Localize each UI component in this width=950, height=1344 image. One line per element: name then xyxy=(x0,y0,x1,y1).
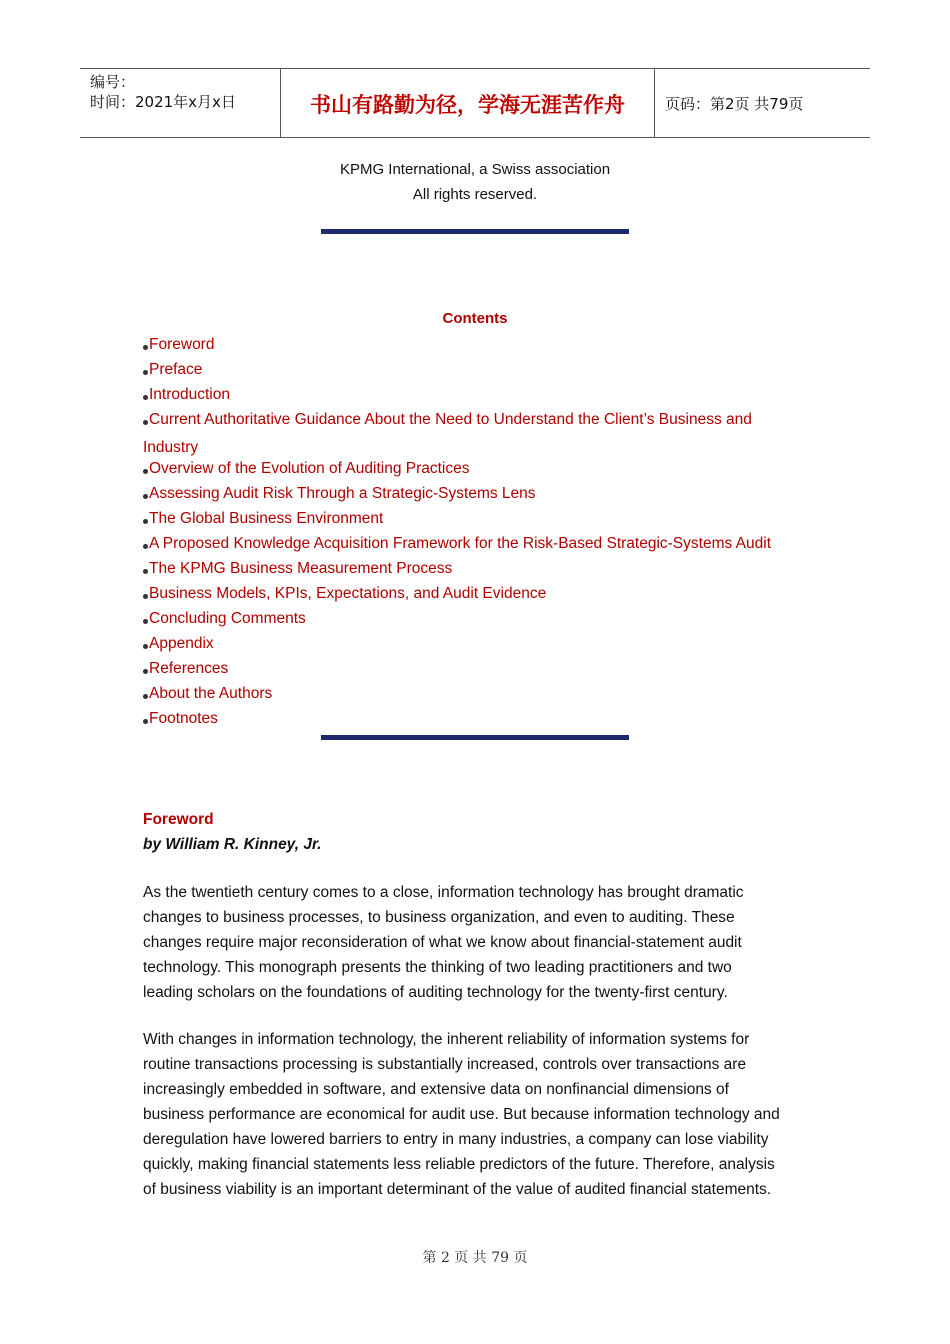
toc-item-label[interactable]: A Proposed Knowledge Acquisition Framework for the Risk-Based Strategic-Systems Audit xyxy=(149,535,772,552)
copyright-line-2: All rights reserved. xyxy=(412,186,538,203)
toc-item-footnotes[interactable] xyxy=(143,705,218,733)
paragraph-line: increasingly embedded in software, and extensive data on nonfinancial dimensions of xyxy=(143,1081,729,1098)
toc-item-appendix[interactable] xyxy=(143,630,214,658)
toc-item-label[interactable]: Foreword xyxy=(149,336,215,353)
paragraph-line: deregulation have lowered barriers to entry in many industries, a company can lose viability xyxy=(143,1131,769,1148)
toc-item-label[interactable]: Appendix xyxy=(149,635,214,652)
bullet-icon xyxy=(143,694,148,699)
foreword-paragraph-2 xyxy=(143,1027,808,1202)
bullet-icon xyxy=(143,669,148,674)
toc-item-introduction[interactable] xyxy=(143,381,230,409)
foreword-author: by William R. Kinney, Jr. xyxy=(143,836,322,853)
bullet-icon xyxy=(143,494,148,499)
paragraph-line: technology. This monograph presents the thinking of two leading practitioners and two xyxy=(143,959,732,976)
paragraph-line: business performance are economical for audit use. But because information technology and xyxy=(143,1106,780,1123)
toc-item-preface[interactable] xyxy=(143,356,202,384)
bullet-icon xyxy=(143,719,148,724)
header-motto-cell xyxy=(281,69,655,137)
bullet-icon xyxy=(143,345,148,350)
toc-item-label[interactable]: References xyxy=(149,660,229,677)
toc-item-label[interactable]: Preface xyxy=(149,361,203,378)
header-motto: 书山有路勤为径，学海无涯苦作舟 xyxy=(310,92,625,117)
toc-item-current-guidance[interactable] xyxy=(143,406,752,434)
bullet-icon xyxy=(143,644,148,649)
bullet-icon xyxy=(143,544,148,549)
toc-item-label[interactable]: Introduction xyxy=(149,386,230,403)
foreword-heading: Foreword xyxy=(143,811,214,828)
document-number-label: 编号： xyxy=(90,73,136,91)
header-meta-cell xyxy=(80,69,281,137)
paragraph-line: of business viability is an important determinant of the value of audited financial statements. xyxy=(143,1181,772,1198)
toc-item-global-environment[interactable] xyxy=(143,505,383,533)
toc-item-label[interactable]: Concluding Comments xyxy=(149,610,306,627)
toc-item-label[interactable]: Industry xyxy=(143,439,199,456)
toc-item-label[interactable]: The KPMG Business Measurement Process xyxy=(149,560,453,577)
paragraph-line: As the twentieth century comes to a close, information technology has brought dramatic xyxy=(143,884,744,901)
header-page-cell xyxy=(655,69,870,137)
toc-item-business-models[interactable] xyxy=(143,580,546,608)
toc-item-audit-risk[interactable] xyxy=(143,480,536,508)
header-page-label: 页码：第2页 共79页 xyxy=(665,95,804,113)
toc-item-foreword[interactable] xyxy=(143,331,214,359)
copyright-line-1: KPMG International, a Swiss association xyxy=(339,161,611,178)
bullet-icon xyxy=(143,370,148,375)
toc-item-label[interactable]: Business Models, KPIs, Expectations, and Audit Evidence xyxy=(149,585,547,602)
toc-item-label[interactable]: Footnotes xyxy=(149,710,218,727)
bullet-icon xyxy=(143,569,148,574)
toc-item-authors[interactable] xyxy=(143,680,272,708)
paragraph-line: leading scholars on the foundations of auditing technology for the twenty-first century. xyxy=(143,984,728,1001)
toc-item-measurement-process[interactable] xyxy=(143,555,452,583)
page-footer: 第 2 页 共 79 页 xyxy=(422,1250,528,1266)
toc-item-label[interactable]: The Global Business Environment xyxy=(149,510,384,527)
toc-item-label[interactable]: Overview of the Evolution of Auditing Practices xyxy=(149,460,470,477)
toc-item-references[interactable] xyxy=(143,655,228,683)
foreword-paragraph-1 xyxy=(143,880,808,1005)
toc-item-label[interactable]: Current Authoritative Guidance About the Need to Understand the Client’s Business and xyxy=(149,411,752,428)
bullet-icon xyxy=(143,519,148,524)
toc-item-label[interactable]: Assessing Audit Risk Through a Strategic-Systems Lens xyxy=(149,485,536,502)
paragraph-line: routine transactions processing is substantially increased, controls over transactions are xyxy=(143,1056,747,1073)
toc-item-framework[interactable] xyxy=(143,530,771,558)
toc-item-label[interactable]: About the Authors xyxy=(149,685,273,702)
bullet-icon xyxy=(143,420,148,425)
divider-rule xyxy=(321,735,629,740)
document-time-label: 时间：2021年x月x日 xyxy=(90,93,236,111)
divider-rule xyxy=(321,229,629,234)
page-header xyxy=(80,68,870,138)
paragraph-line: quickly, making financial statements less reliable predictors of the future. Therefore, analysis xyxy=(143,1156,775,1173)
bullet-icon xyxy=(143,594,148,599)
paragraph-line: With changes in information technology, the inherent reliability of information systems for xyxy=(143,1031,750,1048)
bullet-icon xyxy=(143,619,148,624)
bullet-icon xyxy=(143,469,148,474)
contents-title: Contents xyxy=(442,310,508,327)
paragraph-line: changes to business processes, to business organization, and even to auditing. These xyxy=(143,909,735,926)
toc-item-evolution[interactable] xyxy=(143,455,470,483)
toc-item-concluding[interactable] xyxy=(143,605,306,633)
paragraph-line: changes require major reconsideration of what we know about financial-statement audit xyxy=(143,934,742,951)
bullet-icon xyxy=(143,395,148,400)
